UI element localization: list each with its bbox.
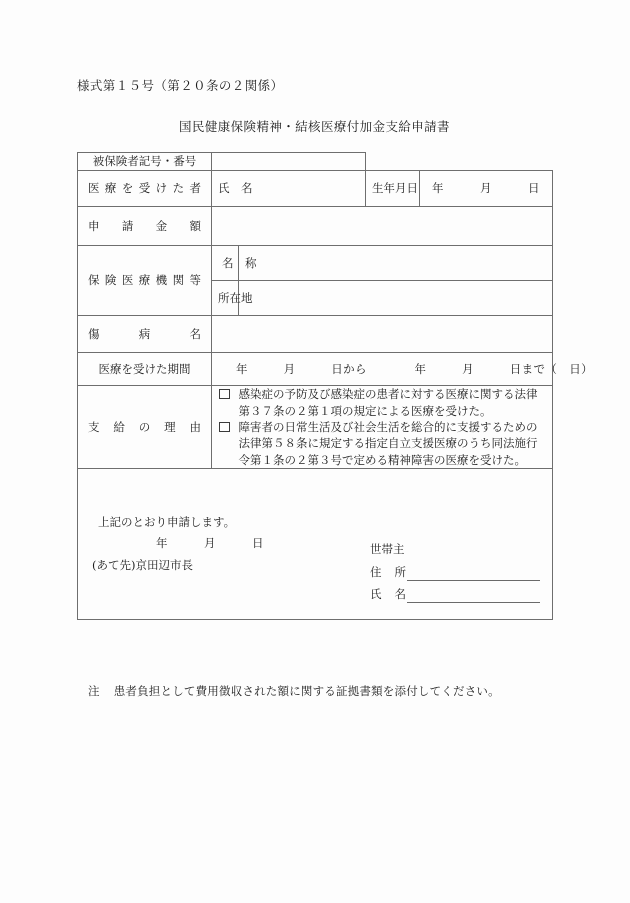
checkbox-icon[interactable]	[219, 422, 230, 433]
table-row-reason	[78, 386, 553, 469]
insured-number-label: 被保険者記号・番号	[92, 154, 197, 168]
table-row-declaration	[78, 469, 553, 620]
householder-address-input[interactable]	[407, 569, 540, 581]
disease-value-cell[interactable]	[212, 316, 553, 353]
page-title: 国民健康保険精神・結核医療付加金支給申請書	[179, 119, 450, 134]
reason-option-2[interactable]	[218, 419, 546, 468]
declaration-statement: 上記のとおり申請します。	[98, 514, 236, 529]
application-form-table	[77, 152, 593, 620]
table-row-amount	[78, 207, 553, 246]
amount-label-cell	[78, 207, 212, 246]
reason-option-2-label: 障害者の日常生活及び社会生活を総合的に支援するための法律第５８条に規定する指定自立支援医療のうち同法施行令第１条の２第３号で定める精神障害の医療を受けた。	[238, 420, 538, 467]
table-row-recipient	[78, 171, 553, 207]
declaration-addressee: (あて先)京田辺市長	[92, 558, 193, 573]
institution-name-label: 名 称	[222, 255, 257, 270]
reason-label-cell	[78, 386, 212, 469]
period-label: 医療を受けた期間	[98, 361, 191, 376]
footer-note-text: 患者負担として費用徴収された額に関する証拠書類を添付してください。	[113, 684, 500, 698]
recipient-label-cell	[78, 171, 212, 207]
disease-label: 傷 病 名	[88, 326, 201, 341]
form-code: 様式第１５号（第２０条の２関係）	[77, 78, 284, 93]
footer-note	[88, 683, 500, 699]
institution-name-value-cell[interactable]	[239, 246, 553, 281]
householder-name-label: 氏 名	[370, 586, 406, 601]
reason-label: 支 給 の 理 由	[88, 419, 201, 434]
name-label: 氏 名	[218, 181, 253, 196]
householder-name-row[interactable]	[370, 586, 540, 603]
birthdate-label: 生年月日	[372, 181, 418, 196]
period-value-cell[interactable]	[212, 353, 593, 386]
table-row-disease	[78, 316, 553, 353]
householder-address-row[interactable]	[370, 564, 540, 581]
insured-number-value-cell[interactable]	[212, 153, 366, 171]
recipient-name-cell[interactable]	[212, 171, 366, 207]
table-row-institution-name	[78, 246, 553, 281]
declaration-cell	[78, 469, 553, 620]
declaration-date-line[interactable]: 年 月 日	[156, 536, 264, 551]
institution-label: 保険医療機関等	[88, 273, 201, 288]
insured-number-spacer	[366, 153, 553, 171]
reason-option-1[interactable]	[218, 386, 546, 419]
institution-address-value-cell[interactable]	[239, 281, 553, 316]
amount-value-cell[interactable]	[212, 207, 553, 246]
table-row-insured-number	[78, 153, 553, 171]
institution-address-label: 所在地	[218, 290, 253, 305]
table-row-period	[78, 353, 553, 386]
insured-number-label-cell	[78, 153, 212, 171]
householder-name-input[interactable]	[407, 591, 540, 603]
birthdate-value: 年 月 日	[432, 181, 540, 196]
disease-label-cell	[78, 316, 212, 353]
birthdate-value-cell[interactable]	[420, 171, 553, 207]
householder-address-label: 住 所	[370, 564, 406, 579]
period-value: 年 月 日から 年 月 日まで（ 日）	[236, 361, 593, 376]
institution-address-label-cell	[212, 281, 253, 316]
reason-option-1-label: 感染症の予防及び感染症の患者に対する医療に関する法律第３７条の２第１項の規定による医療を受けた。	[238, 387, 538, 418]
institution-name-label-cell	[212, 246, 257, 281]
reason-options-cell	[212, 386, 553, 469]
householder-label: 世帯主	[370, 542, 405, 557]
institution-label-cell	[78, 246, 212, 316]
birthdate-label-cell	[366, 171, 420, 207]
footer-note-label: 注	[88, 684, 100, 698]
householder-signature-block	[370, 541, 540, 603]
checkbox-icon[interactable]	[219, 389, 230, 400]
amount-label: 申 請 金 額	[88, 218, 201, 233]
recipient-label: 医 療 を 受 け た 者	[88, 181, 201, 196]
period-label-cell	[78, 353, 212, 386]
